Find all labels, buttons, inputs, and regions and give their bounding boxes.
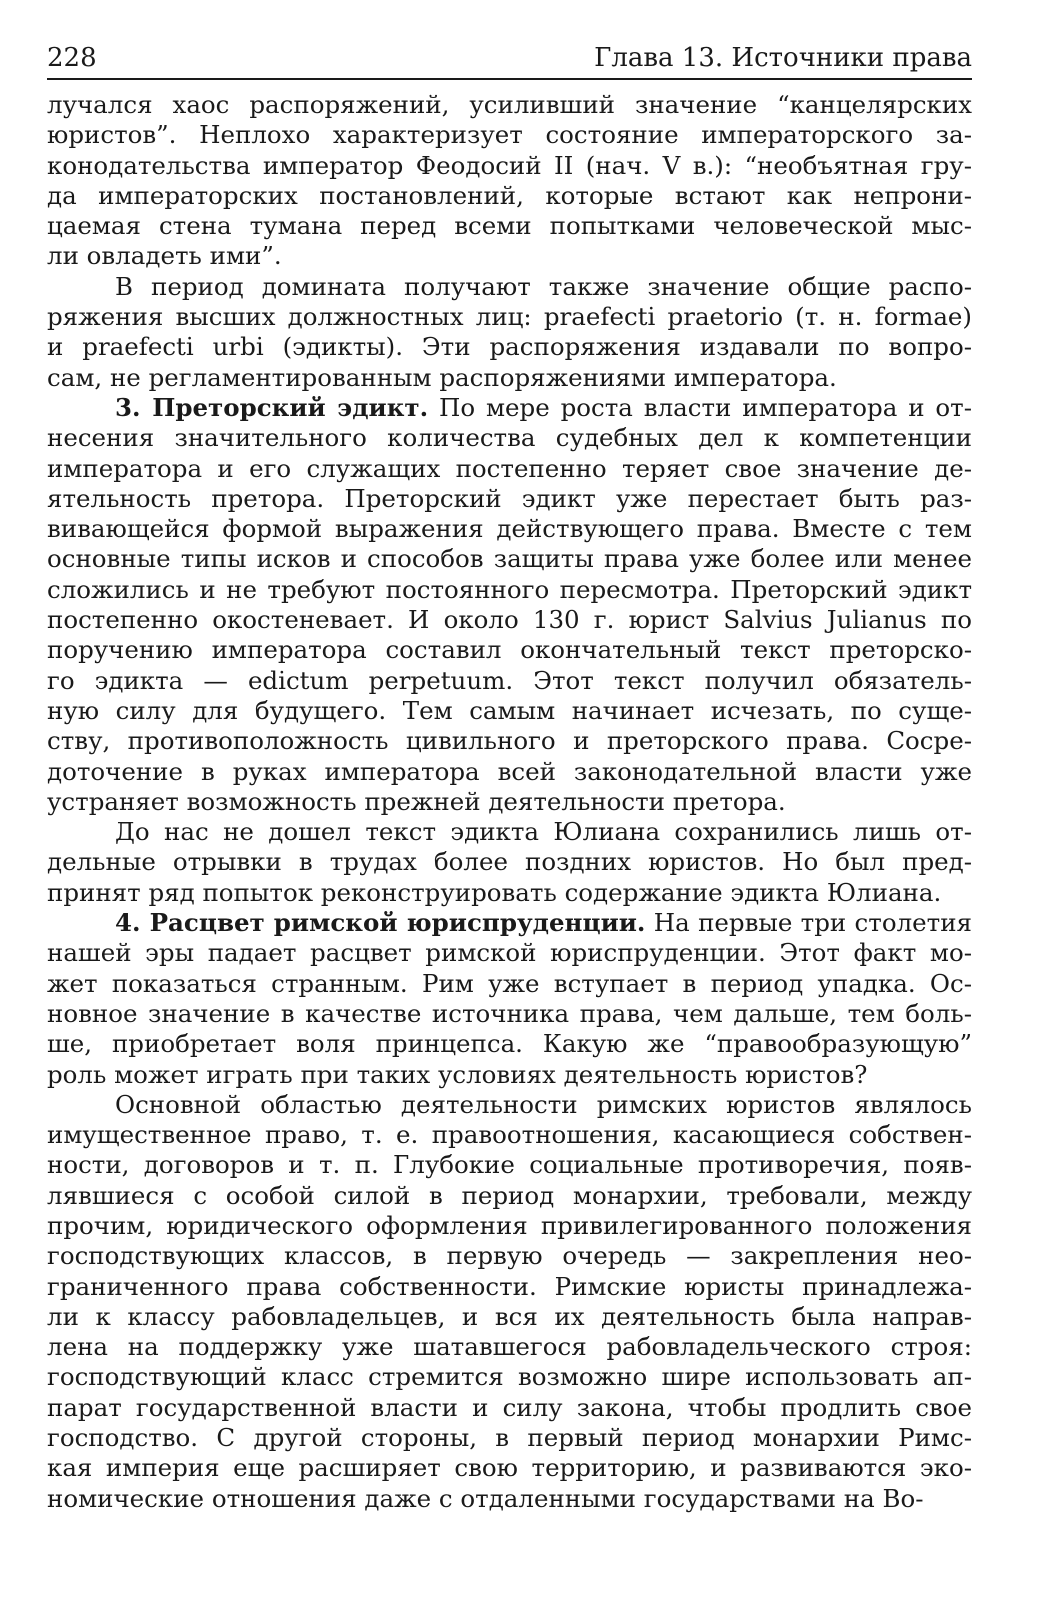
text-line: нашей эры падает расцвет римской юриспруденции. Этот факт мо- [47,938,972,968]
line-text: По мере роста власти императора и от- [428,392,973,422]
text-line: ряжения высших должностных лиц: praefecti praetorio (т. н. formae) [47,302,972,332]
text-line: В период домината получают также значение общие распо- [115,271,972,301]
text-line: цаемая стена тумана перед всеми попытками человеческой мыс- [47,211,972,241]
section-heading: 4. Расцвет римской юриспруденции. [115,908,646,938]
text-line: роль может играть при таких условиях деятельность юристов? [47,1059,868,1089]
paragraph [47,393,972,817]
text-line: устраняет возможность прежней деятельности претора. [47,786,786,816]
text-line: да императорских постановлений, которые встают как непрони- [47,180,972,210]
running-header [47,40,972,80]
text-line: ли к классу рабовладельцев, и вся их деятельность была направ- [47,1301,972,1331]
text-line: господствующих классов, в первую очередь — закрепления нео- [47,1241,972,1271]
text-line [47,393,972,423]
book-page [47,40,972,1514]
text-line: господство. С другой стороны, в первый период монархии Римс- [47,1423,972,1453]
text-line: Основной областью деятельности римских юристов являлось [115,1089,972,1119]
text-line: ную силу для будущего. Тем самым начинает исчезать, по суще- [47,695,972,725]
paragraph [47,1090,972,1514]
text-line: парат государственной власти и силу закона, чтобы продлить свое [47,1392,972,1422]
text-line: господствующий класс стремится возможно шире использовать ап- [47,1362,972,1392]
text-line: основные типы исков и способов защиты права уже более или менее [47,544,972,574]
text-line: ятельность претора. Преторский эдикт уже перестает быть раз- [47,483,972,513]
line-text: На первые три столетия [645,908,972,938]
paragraph [47,908,972,1090]
text-line: имущественное право, т. е. правоотношения, касающиеся собствен- [47,1120,972,1150]
paragraph [47,272,972,393]
text-line: доточение в руках императора всей законодательной власти уже [47,756,972,786]
text-line: поручению императора составил окончательный текст преторско- [47,635,972,665]
text-line: юристов”. Неплохо характеризует состояние императорского за- [47,120,972,150]
text-line: жет показаться странным. Рим уже вступает в период упадка. Ос- [47,968,972,998]
text-line: вивающейся формой выражения действующего права. Вместе с тем [47,514,972,544]
text-line: ству, противоположность цивильного и преторского права. Сосре- [47,726,972,756]
text-line: ше, приобретает воля принцепса. Какую же “правообразующую” [47,1029,972,1059]
text-line: несения значительного количества судебных дел к компетенции [47,423,972,453]
text-line: прочим, юридического оформления привилегированного положения [47,1210,972,1240]
text-line [47,908,972,938]
text-line: ности, договоров и т. п. Глубокие социальные противоречия, появ- [47,1150,972,1180]
text-line: ли овладеть ими”. [47,241,282,271]
text-line: постепенно окостеневает. И около 130 г. юрист Salvius Julianus по [47,605,972,635]
text-line: кая империя еще расширяет свою территорию, и развиваются эко- [47,1453,972,1483]
chapter-title: Глава 13. Источники права [594,43,972,73]
text-line: сам, не регламентированным распоряжениями императора. [47,362,837,392]
section-heading: 3. Преторский эдикт. [115,392,429,422]
text-line: граниченного права собственности. Римские юристы принадлежа- [47,1271,972,1301]
text-line: дельные отрывки в трудах более поздних юристов. Но был пред- [47,847,972,877]
text-line: конодательства император Феодосий II (нач. V в.): “необъятная гру- [47,150,972,180]
text-line: новное значение в качестве источника права, чем дальше, тем боль- [47,998,972,1028]
text-line: императора и его служащих постепенно теряет свое значение де- [47,453,972,483]
text-line: лена на поддержку уже шатавшегося рабовладельческого строя: [47,1332,972,1362]
text-line: и praefecti urbi (эдикты). Эти распоряжения издавали по вопро- [47,332,972,362]
paragraph [47,90,972,272]
text-line: сложились и не требуют постоянного пересмотра. Преторский эдикт [47,574,972,604]
text-line: номические отношения даже с отдаленными государствами на Во- [47,1483,924,1513]
page-number: 228 [47,43,97,73]
text-line: го эдикта — edictum perpetuum. Этот текст получил обязатель- [47,665,972,695]
text-line: принят ряд попыток реконструировать содержание эдикта Юлиана. [47,877,942,907]
text-line: лучался хаос распоряжений, усиливший значение “канцелярских [47,90,972,119]
text-line: лявшиеся с особой силой в период монархии, требовали, между [47,1180,972,1210]
paragraph [47,817,972,908]
body-text [47,80,972,1514]
text-line: До нас не дошел текст эдикта Юлиана сохранились лишь от- [115,817,972,847]
